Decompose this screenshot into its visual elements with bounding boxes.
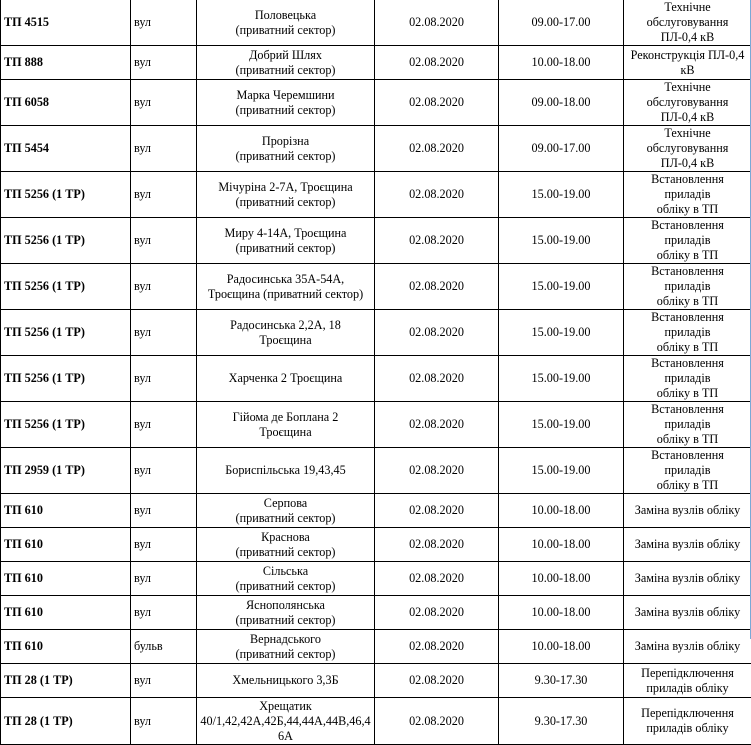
address-cell bbox=[197, 46, 375, 80]
address-line: (приватний сектор) bbox=[200, 195, 371, 210]
work-line: Перепідключення bbox=[627, 706, 748, 721]
street-type-cell: бульв bbox=[131, 630, 197, 664]
work-line: обліку в ТП bbox=[627, 294, 748, 309]
work-line: Встановлення приладів bbox=[627, 264, 748, 294]
work-type-cell bbox=[624, 356, 751, 402]
address-line: (приватний сектор) bbox=[200, 579, 371, 594]
street-type-cell: вул bbox=[131, 448, 197, 494]
address-cell bbox=[197, 0, 375, 46]
address-line: (приватний сектор) bbox=[200, 511, 371, 526]
address-cell bbox=[197, 528, 375, 562]
address-line: (приватний сектор) bbox=[200, 103, 371, 118]
address-cell bbox=[197, 310, 375, 356]
work-line: Технічне обслуговування bbox=[627, 80, 748, 110]
table-row bbox=[1, 528, 751, 562]
table-row bbox=[1, 698, 751, 745]
work-type-cell bbox=[624, 126, 751, 172]
date-cell: 02.08.2020 bbox=[375, 356, 499, 402]
address-line: Радосинська 35А-54А, bbox=[200, 272, 371, 287]
table-row bbox=[1, 310, 751, 356]
time-cell: 15.00-19.00 bbox=[499, 218, 624, 264]
address-line: Троєщина bbox=[200, 333, 371, 348]
address-line: 6А bbox=[200, 729, 371, 744]
work-type-cell bbox=[624, 172, 751, 218]
address-cell bbox=[197, 448, 375, 494]
work-line: обліку в ТП bbox=[627, 432, 748, 447]
table-row bbox=[1, 126, 751, 172]
address-line: Прорізна bbox=[200, 134, 371, 149]
substation-cell: ТП 28 (1 ТР) bbox=[1, 664, 131, 698]
time-cell: 10.00-18.00 bbox=[499, 562, 624, 596]
date-cell: 02.08.2020 bbox=[375, 46, 499, 80]
time-cell: 15.00-19.00 bbox=[499, 402, 624, 448]
street-type-cell: вул bbox=[131, 664, 197, 698]
substation-cell: ТП 5256 (1 ТР) bbox=[1, 310, 131, 356]
work-line: ПЛ-0,4 кВ bbox=[627, 30, 748, 45]
table-row bbox=[1, 46, 751, 80]
time-cell: 10.00-18.00 bbox=[499, 494, 624, 528]
substation-cell: ТП 5256 (1 ТР) bbox=[1, 264, 131, 310]
street-type-cell: вул bbox=[131, 596, 197, 630]
work-line: Заміна вузлів обліку bbox=[627, 571, 748, 586]
address-line: Хрещатик bbox=[200, 699, 371, 714]
address-cell bbox=[197, 218, 375, 264]
work-line: ПЛ-0,4 кВ bbox=[627, 156, 748, 171]
address-line: Троєщина bbox=[200, 425, 371, 440]
work-line: Заміна вузлів обліку bbox=[627, 605, 748, 620]
date-cell: 02.08.2020 bbox=[375, 698, 499, 745]
work-line: Технічне обслуговування bbox=[627, 0, 748, 30]
street-type-cell: вул bbox=[131, 562, 197, 596]
date-cell: 02.08.2020 bbox=[375, 172, 499, 218]
time-cell: 9.30-17.30 bbox=[499, 698, 624, 745]
work-line: приладів обліку bbox=[627, 721, 748, 736]
substation-cell: ТП 610 bbox=[1, 630, 131, 664]
work-type-cell bbox=[624, 528, 751, 562]
street-type-cell: вул bbox=[131, 126, 197, 172]
date-cell: 02.08.2020 bbox=[375, 448, 499, 494]
address-cell bbox=[197, 630, 375, 664]
work-type-cell bbox=[624, 494, 751, 528]
date-cell: 02.08.2020 bbox=[375, 126, 499, 172]
address-line: (приватний сектор) bbox=[200, 241, 371, 256]
street-type-cell: вул bbox=[131, 698, 197, 745]
work-type-cell bbox=[624, 218, 751, 264]
address-line: Добрий Шлях bbox=[200, 48, 371, 63]
table-body bbox=[1, 0, 751, 745]
address-line: Половецька bbox=[200, 8, 371, 23]
work-type-cell bbox=[624, 310, 751, 356]
address-line: Краснова bbox=[200, 530, 371, 545]
substation-cell: ТП 5256 (1 ТР) bbox=[1, 402, 131, 448]
table-row bbox=[1, 448, 751, 494]
address-line: Троєщина (приватний сектор) bbox=[200, 287, 371, 302]
work-line: обліку в ТП bbox=[627, 340, 748, 355]
work-line: обліку в ТП bbox=[627, 386, 748, 401]
work-type-cell bbox=[624, 46, 751, 80]
address-cell bbox=[197, 494, 375, 528]
substation-cell: ТП 610 bbox=[1, 494, 131, 528]
work-type-cell bbox=[624, 698, 751, 745]
address-line: Гійома де Боплана 2 bbox=[200, 410, 371, 425]
time-cell: 09.00-17.00 bbox=[499, 126, 624, 172]
date-cell: 02.08.2020 bbox=[375, 80, 499, 126]
street-type-cell: вул bbox=[131, 0, 197, 46]
substation-cell: ТП 5256 (1 ТР) bbox=[1, 172, 131, 218]
address-cell bbox=[197, 172, 375, 218]
street-type-cell: вул bbox=[131, 494, 197, 528]
address-cell bbox=[197, 356, 375, 402]
address-line: Сільська bbox=[200, 564, 371, 579]
address-cell bbox=[197, 664, 375, 698]
work-line: Перепідключення bbox=[627, 666, 748, 681]
date-cell: 02.08.2020 bbox=[375, 402, 499, 448]
work-type-cell bbox=[624, 402, 751, 448]
date-cell: 02.08.2020 bbox=[375, 596, 499, 630]
address-line: (приватний сектор) bbox=[200, 647, 371, 662]
work-line: Встановлення приладів bbox=[627, 218, 748, 248]
time-cell: 10.00-18.00 bbox=[499, 46, 624, 80]
street-type-cell: вул bbox=[131, 172, 197, 218]
table-row bbox=[1, 218, 751, 264]
work-line: Заміна вузлів обліку bbox=[627, 503, 748, 518]
work-line: Технічне обслуговування bbox=[627, 126, 748, 156]
work-line: Встановлення приладів bbox=[627, 448, 748, 478]
address-cell bbox=[197, 402, 375, 448]
street-type-cell: вул bbox=[131, 264, 197, 310]
work-type-cell bbox=[624, 562, 751, 596]
date-cell: 02.08.2020 bbox=[375, 310, 499, 356]
work-type-cell bbox=[624, 0, 751, 46]
substation-cell: ТП 5454 bbox=[1, 126, 131, 172]
address-line: Миру 4-14А, Троєщина bbox=[200, 226, 371, 241]
time-cell: 10.00-18.00 bbox=[499, 528, 624, 562]
address-line: Марка Черемшини bbox=[200, 88, 371, 103]
time-cell: 09.00-17.00 bbox=[499, 0, 624, 46]
work-type-cell bbox=[624, 448, 751, 494]
street-type-cell: вул bbox=[131, 80, 197, 126]
address-line: Вернадського bbox=[200, 632, 371, 647]
time-cell: 15.00-19.00 bbox=[499, 448, 624, 494]
table-row bbox=[1, 596, 751, 630]
substation-cell: ТП 28 (1 ТР) bbox=[1, 698, 131, 745]
work-line: Заміна вузлів обліку bbox=[627, 639, 748, 654]
date-cell: 02.08.2020 bbox=[375, 630, 499, 664]
time-cell: 15.00-19.00 bbox=[499, 264, 624, 310]
time-cell: 15.00-19.00 bbox=[499, 356, 624, 402]
address-line: Харченка 2 Троєщина bbox=[200, 371, 371, 386]
substation-cell: ТП 5256 (1 ТР) bbox=[1, 218, 131, 264]
address-line: Радосинська 2,2А, 18 bbox=[200, 318, 371, 333]
street-type-cell: вул bbox=[131, 528, 197, 562]
address-cell bbox=[197, 126, 375, 172]
substation-cell: ТП 2959 (1 ТР) bbox=[1, 448, 131, 494]
table-row bbox=[1, 264, 751, 310]
substation-cell: ТП 4515 bbox=[1, 0, 131, 46]
street-type-cell: вул bbox=[131, 356, 197, 402]
address-line: (приватний сектор) bbox=[200, 63, 371, 78]
address-cell bbox=[197, 698, 375, 745]
work-type-cell bbox=[624, 630, 751, 664]
address-line: Серпова bbox=[200, 496, 371, 511]
street-type-cell: вул bbox=[131, 46, 197, 80]
work-line: Встановлення приладів bbox=[627, 402, 748, 432]
address-line: Хмельницького 3,3Б bbox=[200, 673, 371, 688]
substation-cell: ТП 888 bbox=[1, 46, 131, 80]
work-line: ПЛ-0,4 кВ bbox=[627, 110, 748, 125]
work-line: обліку в ТП bbox=[627, 248, 748, 263]
work-type-cell bbox=[624, 80, 751, 126]
address-line: 40/1,42,42А,42Б,44,44А,44В,46,4 bbox=[200, 714, 371, 729]
work-type-cell bbox=[624, 264, 751, 310]
table-row bbox=[1, 172, 751, 218]
substation-cell: ТП 6058 bbox=[1, 80, 131, 126]
work-line: Встановлення приладів bbox=[627, 310, 748, 340]
street-type-cell: вул bbox=[131, 402, 197, 448]
table-row bbox=[1, 0, 751, 46]
table-row bbox=[1, 562, 751, 596]
table-row bbox=[1, 494, 751, 528]
time-cell: 15.00-19.00 bbox=[499, 310, 624, 356]
address-cell bbox=[197, 80, 375, 126]
time-cell: 15.00-19.00 bbox=[499, 172, 624, 218]
work-line: обліку в ТП bbox=[627, 478, 748, 493]
address-line: (приватний сектор) bbox=[200, 23, 371, 38]
date-cell: 02.08.2020 bbox=[375, 664, 499, 698]
address-line: Мічуріна 2-7А, Троєщина bbox=[200, 180, 371, 195]
work-line: Встановлення приладів bbox=[627, 172, 748, 202]
substation-cell: ТП 610 bbox=[1, 596, 131, 630]
table-row bbox=[1, 402, 751, 448]
date-cell: 02.08.2020 bbox=[375, 562, 499, 596]
date-cell: 02.08.2020 bbox=[375, 264, 499, 310]
street-type-cell: вул bbox=[131, 310, 197, 356]
time-cell: 9.30-17.30 bbox=[499, 664, 624, 698]
address-line: Бориспільська 19,43,45 bbox=[200, 463, 371, 478]
work-line: Заміна вузлів обліку bbox=[627, 537, 748, 552]
address-cell bbox=[197, 562, 375, 596]
date-cell: 02.08.2020 bbox=[375, 494, 499, 528]
time-cell: 09.00-18.00 bbox=[499, 80, 624, 126]
table-row bbox=[1, 356, 751, 402]
time-cell: 10.00-18.00 bbox=[499, 596, 624, 630]
work-line: приладів обліку bbox=[627, 681, 748, 696]
work-type-cell bbox=[624, 596, 751, 630]
work-line: Встановлення приладів bbox=[627, 356, 748, 386]
substation-cell: ТП 5256 (1 ТР) bbox=[1, 356, 131, 402]
street-type-cell: вул bbox=[131, 218, 197, 264]
work-line: Реконструкція ПЛ-0,4 кВ bbox=[627, 48, 748, 78]
date-cell: 02.08.2020 bbox=[375, 218, 499, 264]
address-cell bbox=[197, 264, 375, 310]
address-line: Яснополянська bbox=[200, 598, 371, 613]
date-cell: 02.08.2020 bbox=[375, 0, 499, 46]
date-cell: 02.08.2020 bbox=[375, 528, 499, 562]
address-line: (приватний сектор) bbox=[200, 613, 371, 628]
work-type-cell bbox=[624, 664, 751, 698]
work-line: обліку в ТП bbox=[627, 202, 748, 217]
address-line: (приватний сектор) bbox=[200, 149, 371, 164]
time-cell: 10.00-18.00 bbox=[499, 630, 624, 664]
substation-cell: ТП 610 bbox=[1, 562, 131, 596]
substation-cell: ТП 610 bbox=[1, 528, 131, 562]
address-cell bbox=[197, 596, 375, 630]
table-row bbox=[1, 80, 751, 126]
address-line: (приватний сектор) bbox=[200, 545, 371, 560]
table-row bbox=[1, 630, 751, 664]
table-row bbox=[1, 664, 751, 698]
